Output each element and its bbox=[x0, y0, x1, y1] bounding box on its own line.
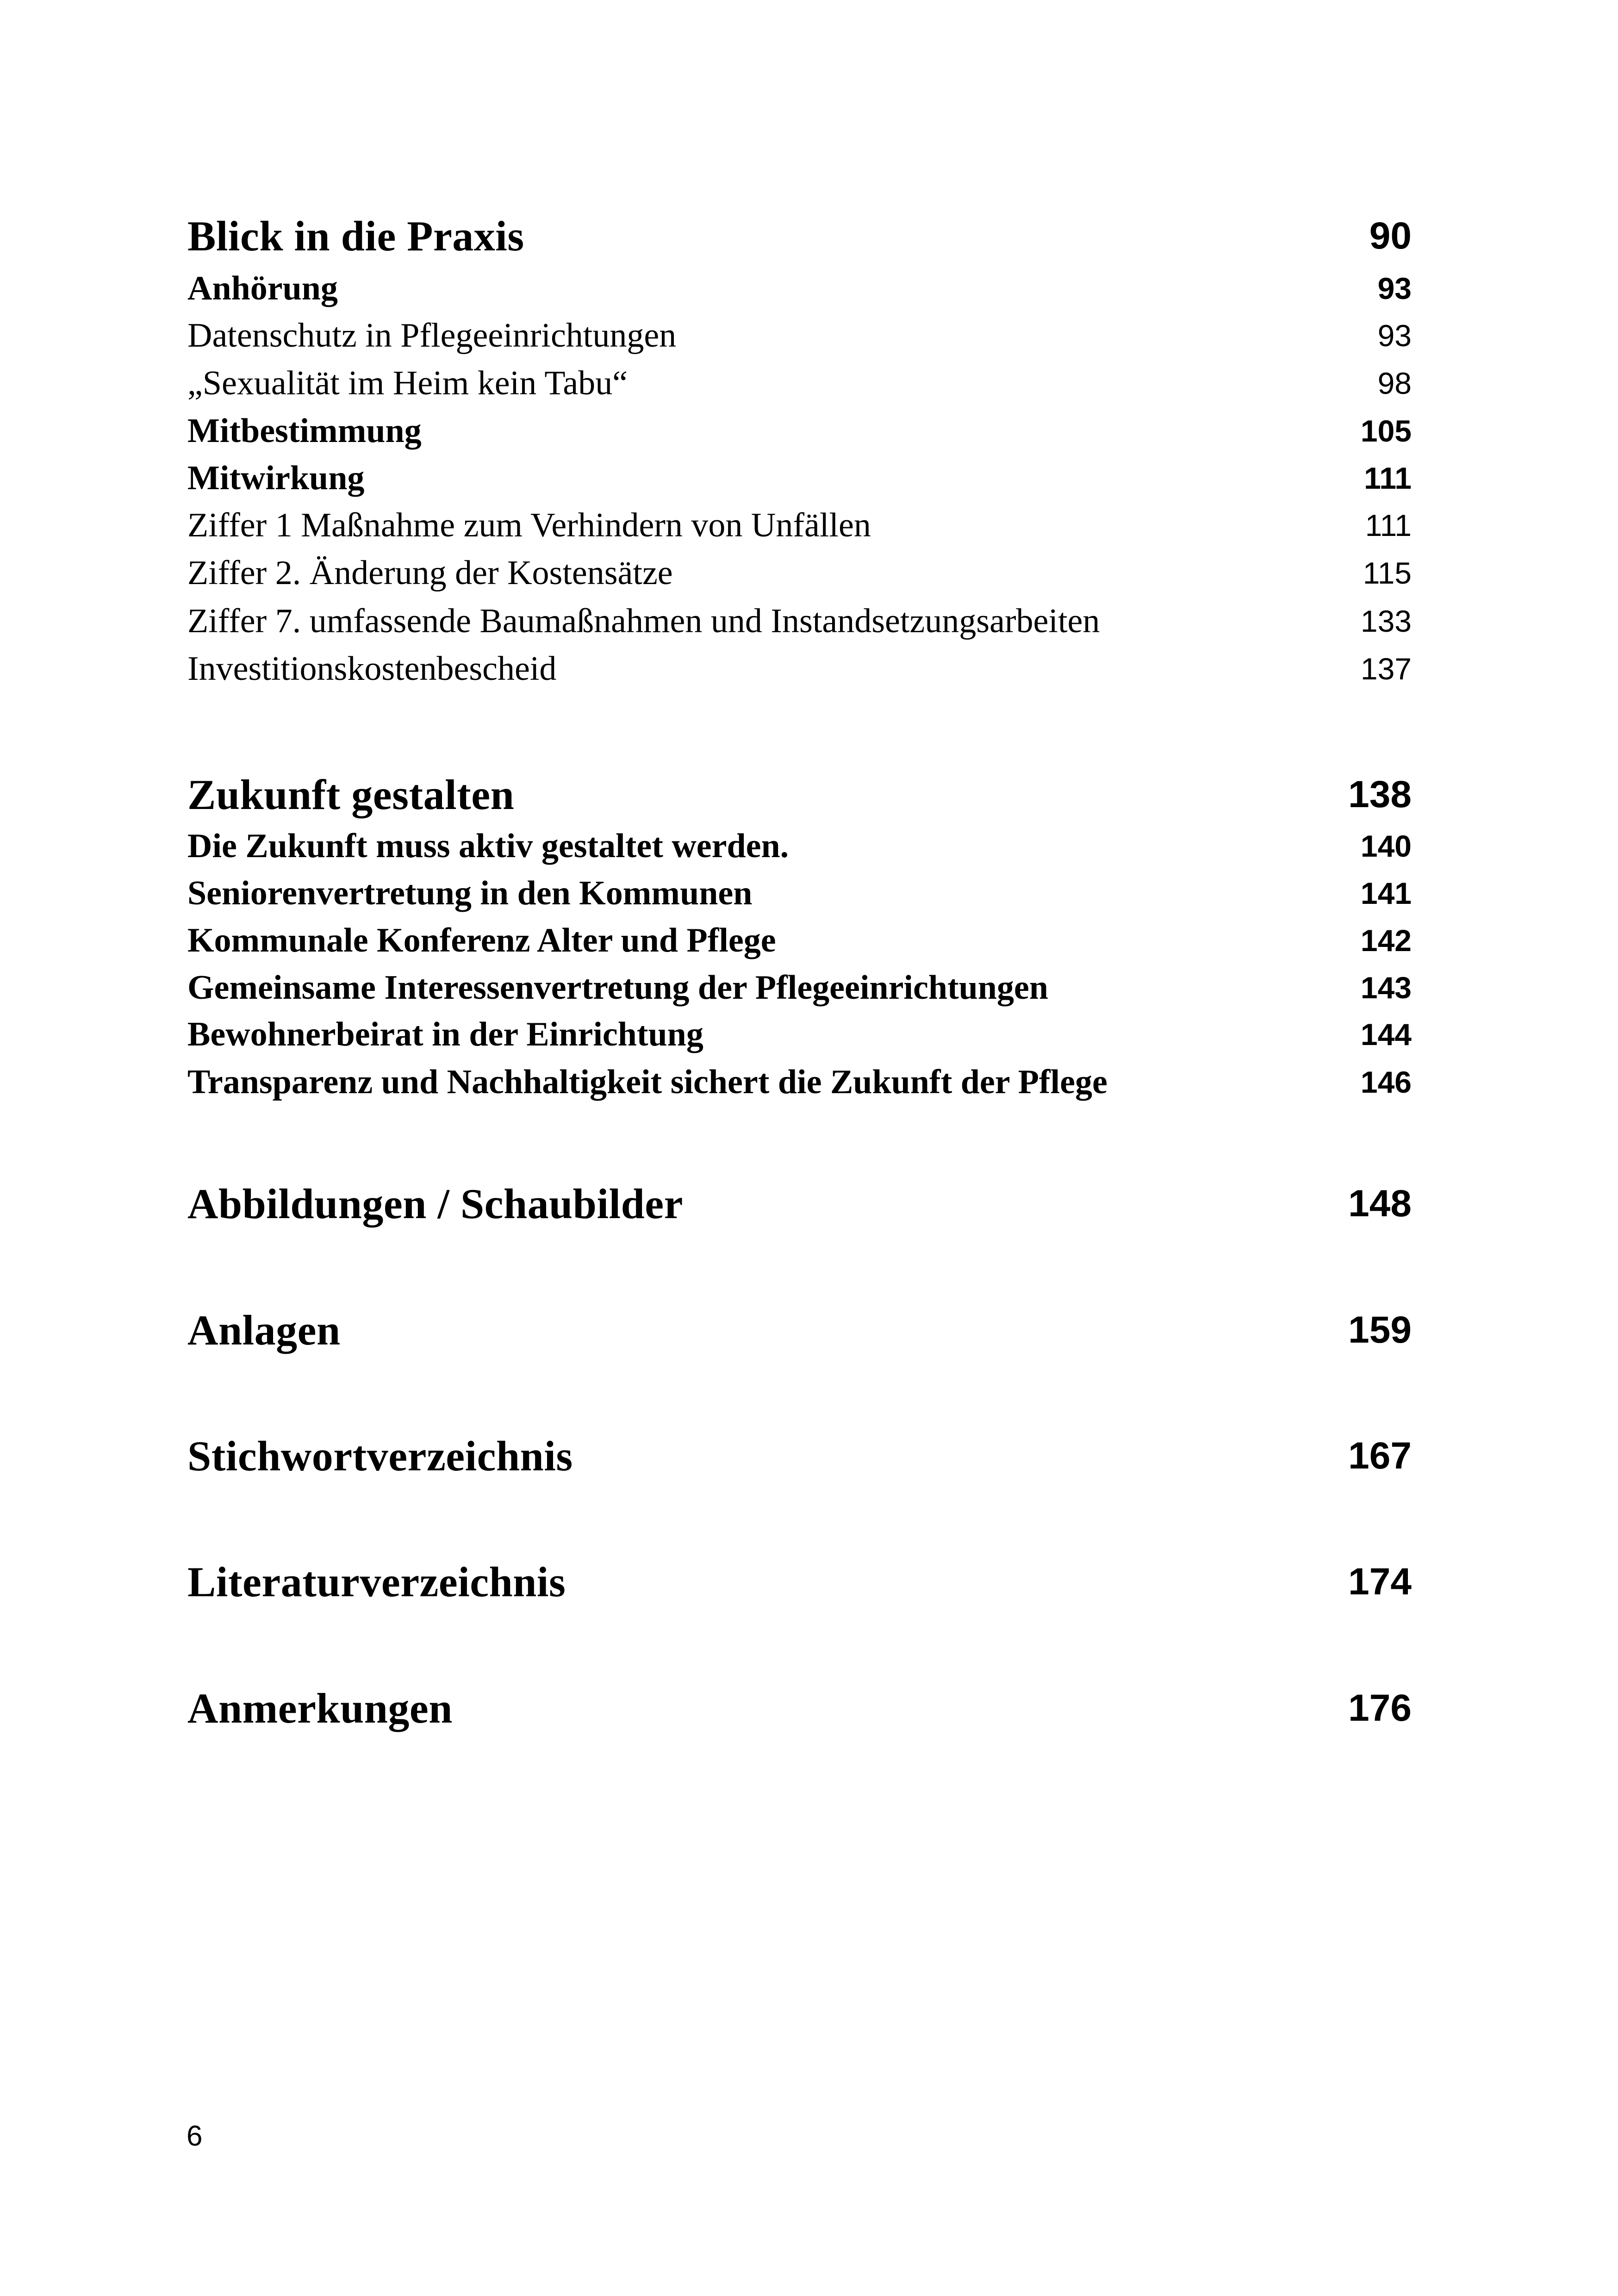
toc-entry-title: Ziffer 1 Maßnahme zum Verhindern von Unfällen bbox=[187, 506, 871, 544]
toc-entry-page: 144 bbox=[1360, 1017, 1412, 1052]
toc-entry-title: Bewohnerbeirat in der Einrichtung bbox=[187, 1015, 703, 1053]
toc-entry-page: 90 bbox=[1369, 215, 1412, 257]
toc-entry-title: Abbildungen / Schaubilder bbox=[187, 1180, 683, 1227]
toc-entry-title: Blick in die Praxis bbox=[187, 212, 524, 260]
toc-entry-page: 146 bbox=[1360, 1065, 1412, 1099]
toc-entry-title: Ziffer 7. umfassende Baumaßnahmen und Instandsetzungsarbeiten bbox=[187, 602, 1100, 640]
toc-entry-page: 111 bbox=[1364, 461, 1412, 495]
toc-entry bbox=[187, 358, 1412, 409]
toc-entry-title: Gemeinsame Interessenvertretung der Pflegeeinrichtungen bbox=[187, 968, 1048, 1007]
toc-entry-title: Mitbestimmung bbox=[187, 411, 422, 450]
toc-entry bbox=[187, 962, 1412, 1013]
toc-entry bbox=[187, 596, 1412, 647]
toc-entry bbox=[187, 868, 1412, 919]
toc-entry-title: Transparenz und Nachhaltigkeit sichert die Zukunft der Pflege bbox=[187, 1063, 1108, 1101]
toc-entry-page: 143 bbox=[1360, 971, 1412, 1005]
toc-entry-page: 174 bbox=[1348, 1561, 1412, 1603]
toc-entry-page: 159 bbox=[1348, 1309, 1412, 1351]
toc-entry-title: Kommunale Konferenz Alter und Pflege bbox=[187, 921, 776, 959]
toc-entry bbox=[187, 1009, 1412, 1060]
toc-entry bbox=[187, 405, 1412, 456]
toc-entry-page: 140 bbox=[1360, 829, 1412, 863]
toc-entry bbox=[187, 310, 1412, 361]
toc-entry-title: Die Zukunft muss aktiv gestaltet werden. bbox=[187, 827, 789, 865]
toc-entry bbox=[187, 769, 1412, 820]
toc-entry bbox=[187, 453, 1412, 504]
toc-entry-page: 148 bbox=[1348, 1182, 1412, 1225]
toc-entry-page: 141 bbox=[1360, 876, 1412, 910]
toc-entry-page: 176 bbox=[1348, 1687, 1412, 1729]
toc-entry bbox=[187, 263, 1412, 314]
toc-entry bbox=[187, 500, 1412, 551]
toc-entry-page: 133 bbox=[1360, 604, 1412, 638]
toc-entry-title: Investitionskostenbescheid bbox=[187, 649, 557, 688]
toc-entry-title: Seniorenvertretung in den Kommunen bbox=[187, 874, 753, 912]
toc-entry bbox=[187, 643, 1412, 694]
toc-entry-title: Datenschutz in Pflegeeinrichtungen bbox=[187, 316, 677, 355]
toc-entry-title: Mitwirkung bbox=[187, 459, 365, 497]
page-number: 6 bbox=[187, 2120, 203, 2152]
toc-entry-title: Stichwortverzeichnis bbox=[187, 1432, 573, 1480]
toc-entry-page: 138 bbox=[1348, 773, 1412, 815]
toc-entry bbox=[187, 1178, 1412, 1229]
toc-entry-page: 98 bbox=[1377, 366, 1412, 400]
toc-entry-title: Anlagen bbox=[187, 1307, 341, 1354]
toc-entry-title: „Sexualität im Heim kein Tabu“ bbox=[187, 364, 628, 402]
toc-entry bbox=[187, 1683, 1412, 1734]
toc-entry-title: Ziffer 2. Änderung der Kostensätze bbox=[187, 554, 673, 592]
toc-entry-page: 115 bbox=[1363, 556, 1412, 590]
toc-entry-title: Anhörung bbox=[187, 269, 338, 307]
toc-entry bbox=[187, 915, 1412, 966]
toc-entry bbox=[187, 548, 1412, 598]
toc-entry bbox=[187, 1556, 1412, 1607]
toc-entry-title: Literaturverzeichnis bbox=[187, 1558, 566, 1605]
toc-entry bbox=[187, 1057, 1412, 1108]
toc-entry-page: 105 bbox=[1360, 414, 1412, 448]
toc-entry bbox=[187, 211, 1412, 261]
toc-entry-title: Zukunft gestalten bbox=[187, 771, 515, 818]
toc-entry bbox=[187, 1431, 1412, 1481]
toc-entry-page: 142 bbox=[1360, 923, 1412, 958]
toc-entry bbox=[187, 821, 1412, 871]
toc-entry bbox=[187, 1305, 1412, 1356]
toc-entry-page: 111 bbox=[1365, 508, 1412, 542]
toc-entry-page: 93 bbox=[1377, 271, 1412, 305]
toc-entry-page: 137 bbox=[1360, 652, 1412, 686]
toc-entry-title: Anmerkungen bbox=[187, 1685, 453, 1732]
toc-entry-page: 93 bbox=[1377, 318, 1412, 353]
toc-entry-page: 167 bbox=[1348, 1435, 1412, 1477]
